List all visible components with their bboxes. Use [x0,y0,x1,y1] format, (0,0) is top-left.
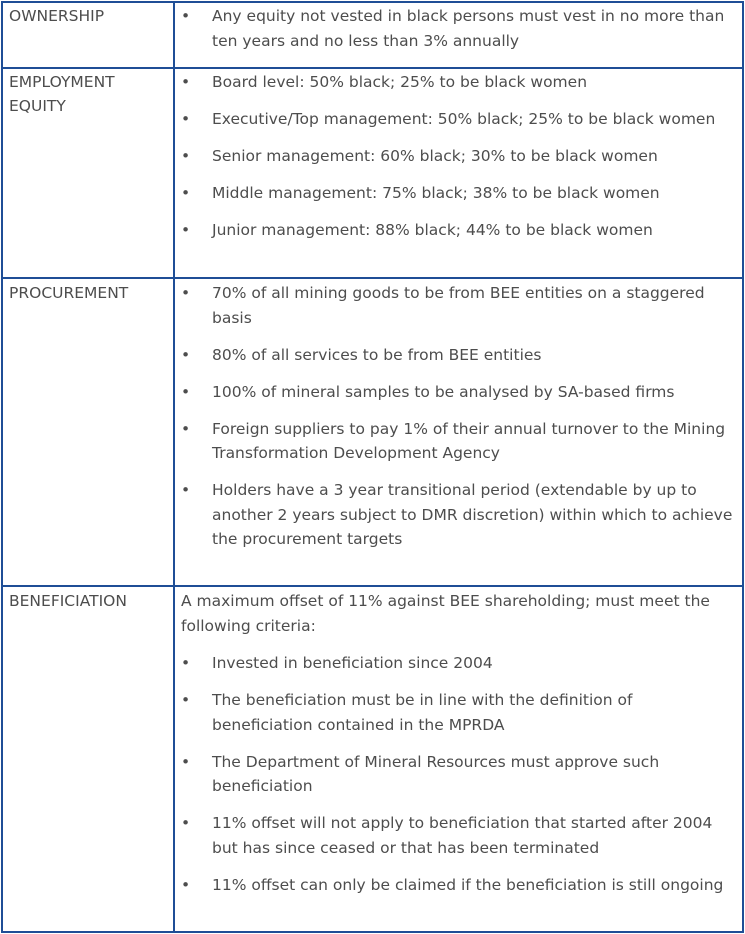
bullet-icon: • [181,284,191,302]
list-item: • The Department of Mineral Resources must approve such beneficiation [181,750,737,799]
list-item: • Board level: 50% black; 25% to be black women [181,70,737,95]
list-item: • 100% of mineral samples to be analysed by SA-based firms [181,380,737,405]
list-item: • Foreign suppliers to pay 1% of their annual turnover to the Mining Transformation Development Agency [181,417,737,466]
row-divider [1,67,744,69]
table-column-divider [173,1,175,933]
row-label-employment-equity: EMPLOYMENT EQUITY [9,73,115,115]
list-item: • Any equity not vested in black persons must vest in no more than ten years and no less than 3% annually [181,4,737,53]
list-item: • 11% offset will not apply to beneficiation that started after 2004 but has since ceased or that has been terminated [181,811,737,860]
row-divider [1,277,744,279]
list-item: • Middle management: 75% black; 38% to be black women [181,181,737,206]
bullet-icon: • [181,419,191,438]
bullet-icon: • [181,221,191,239]
list-item: • The beneficiation must be in line with the definition of beneficiation contained in the MPRDA [181,688,737,737]
list-item: • 70% of all mining goods to be from BEE entities on a staggered basis [181,281,737,330]
bullet-icon: • [181,345,191,364]
table-border-right [742,1,744,933]
bullet-icon: • [181,814,191,832]
bullet-icon: • [181,654,191,672]
bullet-icon: • [181,147,191,165]
bullet-icon: • [181,691,191,709]
row-intro-text: A maximum offset of 11% against BEE shareholding; must meet the following criteria: [181,592,710,635]
table-border-bottom [1,931,744,933]
bullet-icon: • [181,481,191,499]
row-content-employment-equity [181,70,737,255]
list-item: • Holders have a 3 year transitional period (extendable by up to another 2 years subject to DMR discretion) within which to achieve the procurement targets [181,478,737,552]
table-border-top [1,1,744,3]
row-content-ownership [181,4,737,66]
list-item: • 11% offset can only be claimed if the beneficiation is still ongoing [181,873,737,898]
bullet-icon: • [181,110,191,128]
bullet-icon: • [181,73,191,91]
row-label-ownership: OWNERSHIP [9,7,105,25]
row-label-procurement: PROCUREMENT [9,284,129,302]
bullet-icon: • [181,184,191,202]
bullet-icon: • [181,875,191,894]
list-item: • Junior management: 88% black; 44% to be black women [181,218,737,243]
list-item: • Invested in beneficiation since 2004 [181,651,737,676]
row-content-beneficiation [181,589,737,910]
bullet-icon: • [181,752,191,771]
list-item: • Senior management: 60% black; 30% to be black women [181,144,737,169]
bullet-icon: • [181,382,191,401]
row-label-beneficiation: BENEFICIATION [9,592,127,610]
list-item: • Executive/Top management: 50% black; 25% to be black women [181,107,737,132]
table-border-left [1,1,3,933]
list-item: • 80% of all services to be from BEE entities [181,343,737,368]
row-content-procurement [181,281,737,564]
row-divider [1,585,744,587]
bullet-icon: • [181,7,191,25]
